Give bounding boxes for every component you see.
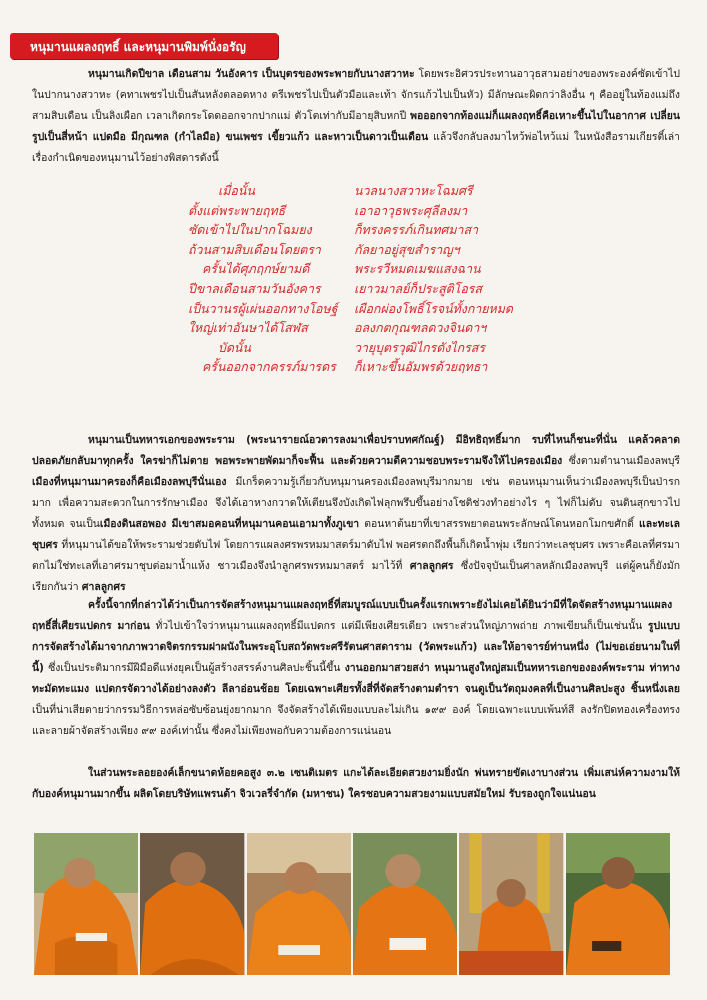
monk-photo-image [566,833,670,975]
monk-photo-image [140,833,244,975]
verse-line [188,182,588,202]
monk-photo-image [247,833,351,975]
verse-line [188,319,588,339]
story-bold-2: เมืองดินสอพอง มีเขาสมอคอนที่หนุมานคอนเอามาทั้งภูเขา [99,518,360,530]
verse-left: ใหญ่เท่าอันษาได้โสฬส [188,320,308,336]
verse-right: เผือกผ่องโพธิ์โรจน์ทั้งกายหมด [354,300,513,316]
verse-left: เป็นวานรผู้เผ่นออกทางโอษฐ์ [188,300,338,316]
verse-right: เอาอาวุธพระศุลีลงมา [354,202,468,218]
story-bold-5: ศาลลูกศร [81,581,126,593]
verse-left: ครั้นได้ศุภฤกษ์ยามดี [202,261,310,277]
story-body-4: ที่หนุมานได้ขอให้พระรามช่วยดับไฟ โดยการแผลงศรพรหมมาสตร์มาดับไฟ พอศรตกถึงพื้นก็เกิดน้ำพุ่ม เรียกว่าทะเลชุบศร เพราะคือเลที่ศรมาตกไม่ใช่ทะเลที่เอาศรมาชุบต่อมาน้ำแห้ง ชาวเมืองจึงนำลูกศรพรหมมาสตร์ มาไว้ที่ [32,539,680,572]
verse-right: นวลนางสวาหะโฉมศรี [354,183,473,198]
story-bold-4: ศาลลูกศร [409,560,454,572]
verse-right: วายุบุตรวุฒิไกรดังไกรสร [354,339,485,355]
story-paragraph [32,430,680,598]
verse-left: ซัดเข้าไปในปากโฉมยง [188,222,312,238]
verse-left: ครั้นออกจากครรภ์มารดร [202,359,336,375]
story-lead: หนุมานเป็นทหารเอกของพระราม (พระนารายณ์อวตารลงมาเพื่อปราบทศกัณฐ์) มีอิทธิฤทธิ์มาก รบที่ไหนก็ชนะที่นั่น แคล้วคลาดปลอดภัยกลับมาทุกครั้ง ใครฆ่าก็ไม่ตาย พอพระพายพัดมาก็จะฟื้น และด้วยความดีความชอบพระรามจึงให้ไปครองเมือง [32,434,680,467]
verse-left: ตั้งแต่พระพายฤทธี [188,202,286,218]
section-title: หนุมานแผลงฤทธิ์ และหนุมานพิมพ์นั่งอรัญ [30,40,246,54]
verse-line [188,300,588,320]
intro-body-1: โดยพระอิศวรประทานอาวุธสามอย่างของพระองค์ซัดเข้าไปในปากนางสวาหะ (คทาเพชรไปเป็นสันหลังตลอดหาง ตรีเพชรไปเป็นตัวมือและเท้า จักรแก้วไปเป็นหัว) มีลักษณะผิดกว่าลิงอื่น ๆ คืออยู่ในท้องแม่ถึงสามสิบเดือน เป็นลิงเผือก เวลาเกิดกระโดดออกจากปากแม่ ตัวโตเท่ากับมีอายุสิบหกปี [32,68,680,122]
verse-line [188,358,588,378]
monk-photo [247,833,351,975]
monk-photo [459,833,563,975]
verse-left: บัดนั้น [218,339,251,355]
verse-line [188,202,588,222]
verse-right: พระรวีหมดเมฆแสงฉาน [354,261,481,277]
monk-photo-image [459,833,563,975]
intro-bold-1: พอออกจากท้องแม่ก็แผลงฤทธิ์คือเหาะขึ้นไปในอากาศ เปลี่ยนรูปเป็นสี่หน้า แปดมือ มีกุณฑล (กำไลมือ) ขนเพชร เขี้ยวแก้ว และหาวเป็นดาวเป็นเดือน [32,110,680,143]
creation-lead: ครั้งนี้จากที่กล่าวได้ว่าเป็นการจัดสร้างหนุมานแผลงฤทธิ์ที่สมบูรณ์แบบเป็นครั้งแรกเพราะยังไม่เคยได้ยินว่ามีที่ใดจัดสร้างหนุมานแผลงฤทธิ์สี่เศียรแปดกร มาก่อน [32,599,673,632]
creation-bold-1: รูปแบบการจัดสร้างได้มาจากภาพวาดจิตรกรรมฝาผนังในพระอุโบสถวัดพระศรีรัตนศาสดาราม (วัดพระแก้ว) และให้อาจารย์ท่านหนึ่ง (ไม่ขอเอ่ยนามในที่นี้) [32,620,680,674]
monk-photo [34,833,138,975]
story-body-1: ซึ่งตามตำนานเมืองลพบุรี [562,455,681,467]
story-body-3: ตอนหาต้นยาที่เขาสรรพยาตอนพระลักษณ์โดนหอกโมกขศักดิ์ [359,518,639,530]
monk-photo [353,833,457,975]
photo-strip [34,833,670,975]
verse-right: เยาวมาลย์ก็ประสูติโอรส [354,280,482,296]
monk-photo [566,833,670,975]
verse-line [188,280,588,300]
verse-right: ก็ทรงครรภ์เกินทศมาสา [354,222,479,238]
verse-line [188,241,588,261]
verse-line [188,221,588,241]
creation-body-1: ทั่วไปเข้าใจว่าหนุมานแผลงฤทธิ์มีแปดกร แต่มีเพียงเศียรเดียว เพราะส่วนใหญ่ภาพถ่าย ภาพเขียนก็เป็นเช่นนั้น [149,620,648,632]
verse-right: กัลยาอยู่สุขสำราญฯ [354,241,460,257]
story-body-5: ซึ่งปัจจุบันเป็นศาลหลักเมืองลพบุรี แต่ผู้คนก็ยังมักเรียกกันว่า [32,560,680,593]
verse-left: ถ้วนสามสิบเดือนโดยตรา [188,241,321,257]
intro-paragraph [32,64,680,169]
verse-right: อลงกตกุณฑลดวงจินดาฯ [354,320,487,336]
pendant-paragraph [32,763,680,805]
story-bold-3: และทะเลชุบศร [32,518,680,551]
monk-photo [140,833,244,975]
monk-photo-image [34,833,138,975]
creation-paragraph [32,595,680,742]
verse-right: ก็เหาะขึ้นอัมพรด้วยฤทธา [354,359,488,375]
section-header [10,33,278,59]
creation-body-3: เป็นที่น่าเสียดายว่ากรรมวิธีการหล่อซับซ้อนยุ่งยากมาก จึงจัดสร้างได้เพียงแบบละไม่เกิน ๑๙๙ องค์ โดยเฉพาะแบบเพ้นท์สี ลงรักปิดทองเครื่องทรงและลายผ้าจัดสร้างเพียง ๙๙ องค์เท่านั้น ซึ่งคงไม่เพียงพอกับความต้องการแน่นอน [32,704,680,737]
verse-left: ปีขาลเดือนสามวันอังคาร [188,280,321,296]
verse-line [188,260,588,280]
verse-line [188,339,588,359]
story-body-2: มีเกร็ดความรู้เกี่ยวกับหนุมานครองเมืองลพบุรีมากมาย เช่น ตอนหนุมานเห็นว่าเมืองลพบุรีเป็นป่ารกมาก เพื่อความสะดวกในการรักษาเมือง จึงได้เอาหางกวาดให้เตียนจึงบังเกิดไฟลุกพรึบขึ้นอย่างโชติช่วงทำอย่างไร ๆ ไฟก็ไม่ดับ จนดินสุกขาวไปทั้งหมด จนเป็น [32,476,680,530]
story-bold-1: เมืองที่หนุมานมาครองก็คือเมืองลพบุรีนั่นเอง [32,476,227,488]
creation-bold-2: งานออกมาสวยสง่า หนุมานสูงใหญ่สมเป็นทหารเอกขององค์พระราม ท่าทางทะมัดทะแมง แปดกรจัดวางได้อย่างลงตัว ลีลาอ่อนช้อย โดยเฉพาะเศียรทั้งสี่ที่จัดสร้างตามตำรา จนดูเป็นวัตถุมงคลที่เป็นงานศิลปะสูง ชิ้นหนึ่งเลย [32,662,681,695]
verse-left: เมื่อนั้น [218,183,255,198]
intro-body-2: แล้วจึงกลับลงมาไหว้พ่อไหว้แม่ ในหนังสือรามเกียรติ์เล่าเรื่องกำเนิดของหนุมานไว้อย่างพิสดารดังนี้ [32,131,680,164]
monk-photo-image [353,833,457,975]
creation-body-2: ซึ่งเป็นประติมากรมีฝีมือดีแห่งยุคเป็นผู้สร้างสรรค์งานศิลปะชิ้นนี้ขึ้น [43,662,345,674]
intro-lead: หนุมานเกิดปีขาล เดือนสาม วันอังคาร เป็นบุตรของพระพายกับนางสวาหะ [88,68,415,80]
pendant-text: ในส่วนพระลอยองค์เล็กขนาดห้อยคอสูง ๓.๒ เซนติเมตร แกะได้ละเอียดสวยงามยิ่งนัก พ่นทรายขัดเงาบางส่วน เพิ่มเสน่ห์ความงามให้กับองค์หนุมานมากขึ้น ผลิตโดยบริษัทแพรนด้า จิวเวลรี่จำกัด (มหาชน) ใครชอบความสวยงามแบบสมัยใหม่ รับรองถูกใจแน่นอน [32,767,680,800]
verse-block [188,182,588,378]
